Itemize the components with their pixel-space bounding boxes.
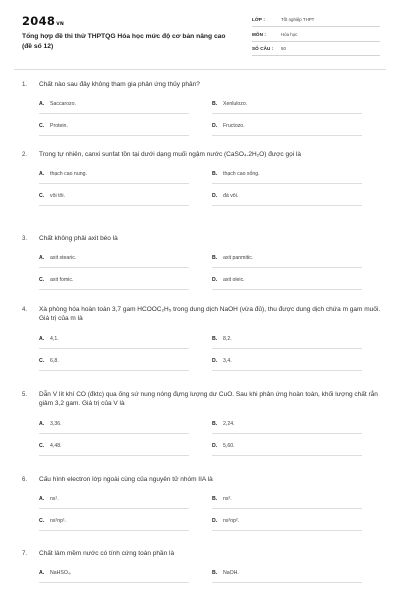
option-text: ns². [223, 496, 232, 503]
document-title: Tổng hợp đề thi thử THPTQG Hóa học mức độ cơ bản nâng cao (đề số 12) [22, 33, 226, 50]
answer-option-c[interactable] [39, 358, 59, 364]
answer-option-b[interactable] [212, 101, 247, 107]
option-text: axit stearic. [50, 255, 77, 262]
option-underline [39, 205, 189, 206]
option-letter: D. [212, 277, 218, 284]
option-underline [212, 582, 362, 583]
question-text: Chất nào sau đây không tham gia phản ứng thủy phân? [39, 81, 200, 88]
logo-suffix: VN [56, 22, 65, 27]
option-text: NaOH. [223, 570, 239, 577]
option-letter: C. [39, 442, 45, 449]
answer-option-c[interactable] [39, 193, 65, 199]
answer-option-b[interactable] [212, 336, 232, 342]
option-letter: A. [39, 255, 45, 262]
option-letter: C. [39, 123, 45, 130]
answer-option-c[interactable] [39, 123, 68, 129]
option-letter: B. [212, 496, 218, 503]
option-letter: D. [212, 357, 218, 364]
option-text: vôi tôi. [50, 193, 65, 200]
answer-option-c[interactable] [39, 443, 62, 449]
option-letter: C. [39, 193, 45, 200]
option-underline [39, 135, 189, 136]
option-underline [39, 530, 189, 531]
question-text: Trong tự nhiên, canxi sunfat tồn tại dưới dạng muối ngậm nước (CaSO₄.2H₂O) được gọi là [39, 151, 302, 158]
answer-option-d[interactable] [212, 123, 245, 129]
answer-option-a[interactable] [39, 255, 76, 261]
option-underline [212, 113, 362, 114]
answer-option-c[interactable] [39, 518, 66, 524]
option-letter: A. [39, 171, 45, 178]
answer-option-b[interactable] [212, 255, 253, 261]
meta-value: Hóa học [281, 31, 298, 37]
option-underline [39, 370, 189, 371]
option-underline [212, 135, 362, 136]
option-text: ns²np¹. [50, 518, 67, 525]
answer-option-d[interactable] [212, 277, 245, 283]
option-underline [212, 530, 362, 531]
answer-option-a[interactable] [39, 171, 87, 177]
question-text: Chất không phải axit béo là [39, 235, 118, 242]
option-letter: C. [39, 357, 45, 364]
option-letter: D. [212, 123, 218, 130]
option-text: ns¹. [50, 496, 59, 503]
question-text: Dẫn V lít khí CO (đktc) qua ống sứ nung nóng đựng lượng dư CuO. Sau khi phản ứng hoàn toàn, khối lượng chất rắn giảm 3,2 gam. Giá trị của V là [39, 391, 378, 408]
option-text: 2,24. [223, 420, 235, 427]
answer-option-a[interactable] [39, 421, 62, 427]
option-letter: A. [39, 335, 45, 342]
option-text: axit fomic. [50, 277, 74, 284]
option-letter: B. [212, 255, 218, 262]
question-number: 7. [22, 550, 28, 557]
answer-option-a[interactable] [39, 101, 76, 107]
option-letter: B. [212, 101, 218, 108]
meta-value: Tốt nghiệp THPT [281, 17, 315, 22]
option-letter: A. [39, 496, 45, 503]
meta-row-class [252, 14, 380, 27]
question-text: Cấu hình electron lớp ngoài cùng của nguyên tử nhóm IIA là [39, 476, 213, 483]
answer-option-d[interactable] [212, 193, 238, 199]
option-letter: D. [212, 518, 218, 525]
option-underline [212, 370, 362, 371]
question-number: 4. [22, 306, 28, 313]
option-text: axit panmitic. [223, 255, 254, 262]
option-letter: D. [212, 193, 218, 200]
option-letter: B. [212, 570, 218, 577]
option-letter: B. [212, 335, 218, 342]
option-text: đá vôi. [223, 193, 239, 200]
option-letter: C. [39, 518, 45, 525]
option-underline [212, 348, 362, 349]
option-underline [39, 113, 189, 114]
option-text: 3,36. [50, 420, 62, 427]
option-underline [212, 205, 362, 206]
option-underline [39, 289, 189, 290]
meta-label: MÔN : [252, 31, 267, 37]
answer-option-d[interactable] [212, 358, 232, 364]
question-text: Xà phòng hóa hoàn toàn 3,7 gam HCOOC₂H₅ trong dung dịch NaOH (vừa đủ), thu được dung dịch chứa m gam muối. Giá trị của m là [39, 306, 381, 323]
option-text: 4,48. [50, 442, 62, 449]
answer-option-b[interactable] [212, 421, 235, 427]
question-number: 5. [22, 391, 28, 398]
question-number: 2. [22, 151, 28, 158]
option-text: Fructozo. [223, 123, 245, 130]
option-underline [212, 508, 362, 509]
option-text: Saccarozo. [50, 101, 76, 108]
question-text: Chất làm mềm nước có tính cứng toàn phần là [39, 550, 175, 557]
option-underline [39, 582, 189, 583]
answer-option-b[interactable] [212, 496, 232, 502]
meta-row-subject [252, 29, 380, 42]
option-text: NaHSO₄. [50, 570, 72, 577]
question-number: 1. [22, 81, 28, 88]
site-logo[interactable] [22, 14, 64, 28]
option-underline [39, 455, 189, 456]
option-underline [212, 433, 362, 434]
document-header [0, 0, 400, 70]
option-text: 8,2. [223, 335, 232, 342]
answer-option-a[interactable] [39, 336, 59, 342]
option-letter: D. [212, 442, 218, 449]
question-number: 3. [22, 235, 28, 242]
option-letter: A. [39, 570, 45, 577]
option-text: ns²np². [223, 518, 240, 525]
meta-label: LỚP : [252, 17, 266, 22]
option-underline [39, 348, 189, 349]
option-text: 6,8. [50, 357, 59, 364]
option-underline [39, 267, 189, 268]
option-underline [212, 289, 362, 290]
answer-option-a[interactable] [39, 570, 71, 576]
answer-option-d[interactable] [212, 443, 235, 449]
meta-label: SỐ CÂU : [252, 46, 274, 51]
option-underline [212, 455, 362, 456]
answer-option-b[interactable] [212, 171, 260, 177]
option-underline [39, 433, 189, 434]
option-text: 5,60. [223, 442, 235, 449]
document-meta [252, 14, 380, 58]
option-letter: A. [39, 101, 45, 108]
answer-option-c[interactable] [39, 277, 73, 283]
option-text: axit oleic. [223, 277, 245, 284]
option-text: 4,1. [50, 335, 59, 342]
header-divider [14, 69, 386, 70]
option-text: thạch cao nung. [50, 171, 87, 178]
option-text: Xenlulozo. [223, 101, 248, 108]
option-text: 3,4. [223, 357, 232, 364]
option-text: Protein. [50, 123, 68, 130]
meta-value: 50 [281, 46, 286, 51]
option-underline [39, 183, 189, 184]
option-letter: C. [39, 277, 45, 284]
meta-row-question-count [252, 43, 380, 56]
answer-option-d[interactable] [212, 518, 239, 524]
option-underline [212, 183, 362, 184]
option-text: thạch cao sống. [223, 171, 260, 178]
answer-option-b[interactable] [212, 570, 239, 576]
option-letter: B. [212, 420, 218, 427]
option-letter: A. [39, 420, 45, 427]
option-underline [212, 267, 362, 268]
question-number: 6. [22, 476, 28, 483]
logo-text: 2048 [22, 14, 56, 28]
option-letter: B. [212, 171, 218, 178]
option-underline [39, 508, 189, 509]
answer-option-a[interactable] [39, 496, 59, 502]
